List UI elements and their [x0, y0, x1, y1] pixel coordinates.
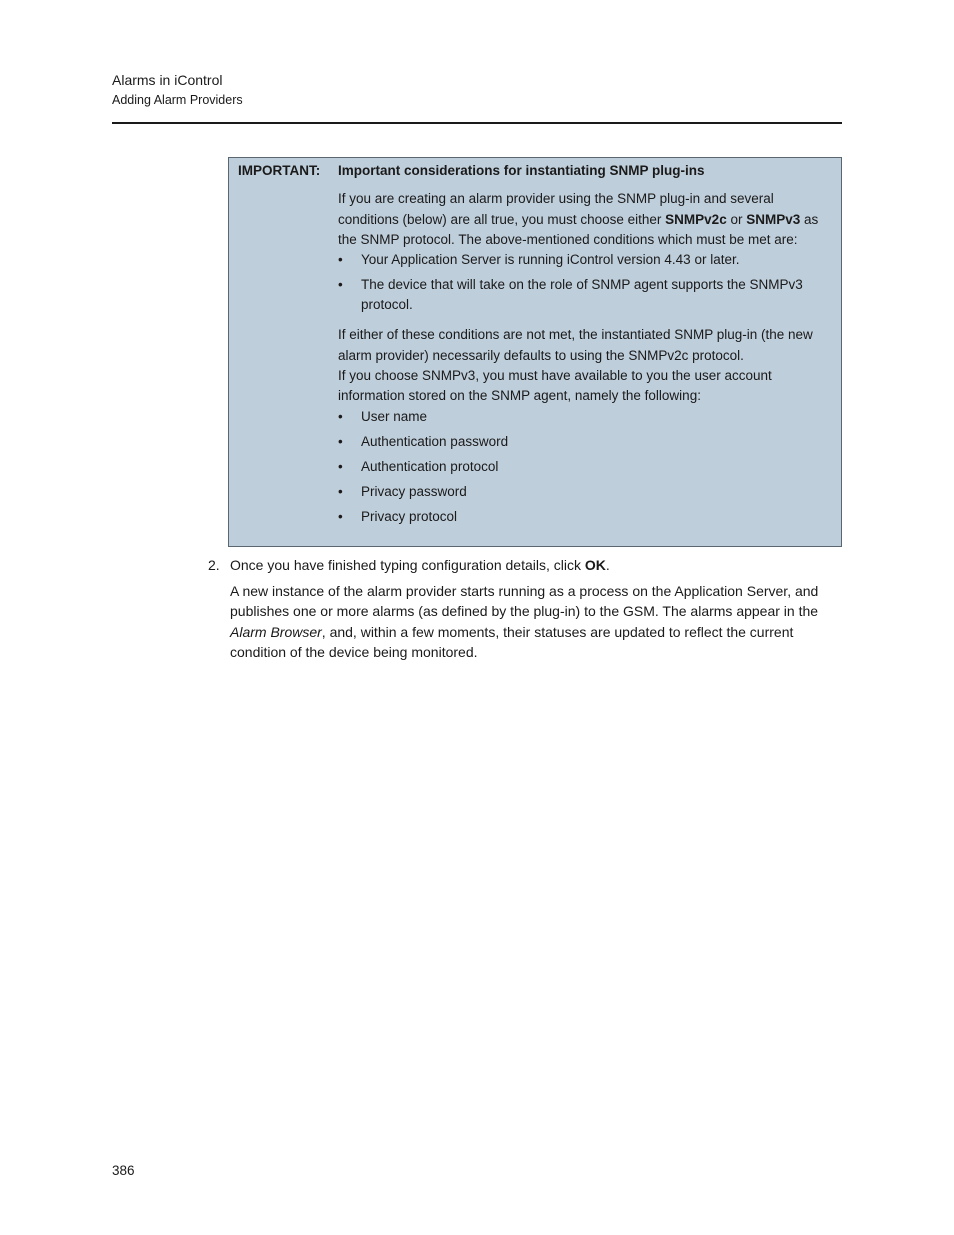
- important-title: Important considerations for instantiating SNMP plug-ins: [338, 163, 705, 178]
- intro-text: as the SNMP protocol. The above-mentioned conditions which must be met are:: [338, 211, 819, 247]
- list-item: [338, 432, 834, 452]
- snmpv2c-term: SNMPv2c: [665, 211, 727, 227]
- step-instruction: [230, 555, 842, 576]
- header-rule: [112, 122, 842, 124]
- bullet-icon: •: [338, 252, 343, 268]
- bullet-icon: •: [338, 408, 343, 424]
- list-item-text: The device that will take on the role of SNMP agent supports the SNMPv3 protocol.: [361, 277, 803, 313]
- result-text: , and, within a few moments, their statuses are updated to reflect the current condition of the device being monitored.: [230, 623, 794, 660]
- step-text: .: [605, 557, 610, 573]
- list-item: [338, 482, 834, 502]
- important-label: IMPORTANT:: [238, 163, 321, 178]
- list-item-text: User name: [361, 408, 428, 424]
- list-item-text: Privacy protocol: [361, 508, 458, 524]
- bullet-icon: •: [338, 433, 343, 449]
- list-item: [338, 250, 834, 270]
- step-number: 2.: [208, 557, 220, 573]
- list-item: [338, 457, 834, 477]
- snmpv3-term: SNMPv3: [746, 211, 801, 227]
- bullet-icon: •: [338, 483, 343, 499]
- important-intro: [338, 189, 834, 250]
- list-item-text: Your Application Server is running iControl version 4.43 or later.: [361, 252, 740, 268]
- list-item: [338, 275, 834, 316]
- snmpv3-paragraph: If you choose SNMPv3, you must have available to you the user account information stored on the SNMP agent, namely the following:: [338, 368, 772, 404]
- step-text: Once you have finished typing configuration details, click: [230, 557, 585, 573]
- step-result-paragraph: [230, 581, 842, 663]
- procedure-step: [208, 555, 842, 663]
- account-info-list: [338, 407, 834, 527]
- conditions-list: [338, 250, 834, 316]
- important-body: [338, 161, 834, 532]
- list-item: [338, 507, 834, 527]
- running-header: [112, 70, 842, 110]
- list-item-text: Authentication password: [361, 433, 509, 449]
- alarm-browser-term: Alarm Browser: [230, 623, 322, 640]
- bullet-icon: •: [338, 458, 343, 474]
- intro-text: or: [726, 211, 747, 227]
- list-item-text: Privacy password: [361, 483, 467, 499]
- list-item: [338, 407, 834, 427]
- chapter-title: Alarms in iControl: [112, 72, 223, 88]
- bullet-icon: •: [338, 508, 343, 524]
- page-number: 386: [112, 1163, 135, 1178]
- section-title: Adding Alarm Providers: [112, 93, 243, 107]
- ok-term: OK: [584, 557, 606, 573]
- list-item-text: Authentication protocol: [361, 458, 499, 474]
- bullet-icon: •: [338, 277, 343, 293]
- important-note-box: [228, 157, 842, 547]
- result-text: A new instance of the alarm provider starts running as a process on the Application Server, and publishes one or more alarms (as defined by the plug-in) to the GSM. The alarms appear in the: [230, 582, 819, 619]
- intro-text: If you are creating an alarm provider using the SNMP plug-in and several conditions (below) are all true, you must choose either: [338, 191, 774, 227]
- fallback-paragraph: If either of these conditions are not met, the instantiated SNMP plug-in (the new alarm provider) necessarily defaults to using the SNMPv2c protocol.: [338, 327, 813, 363]
